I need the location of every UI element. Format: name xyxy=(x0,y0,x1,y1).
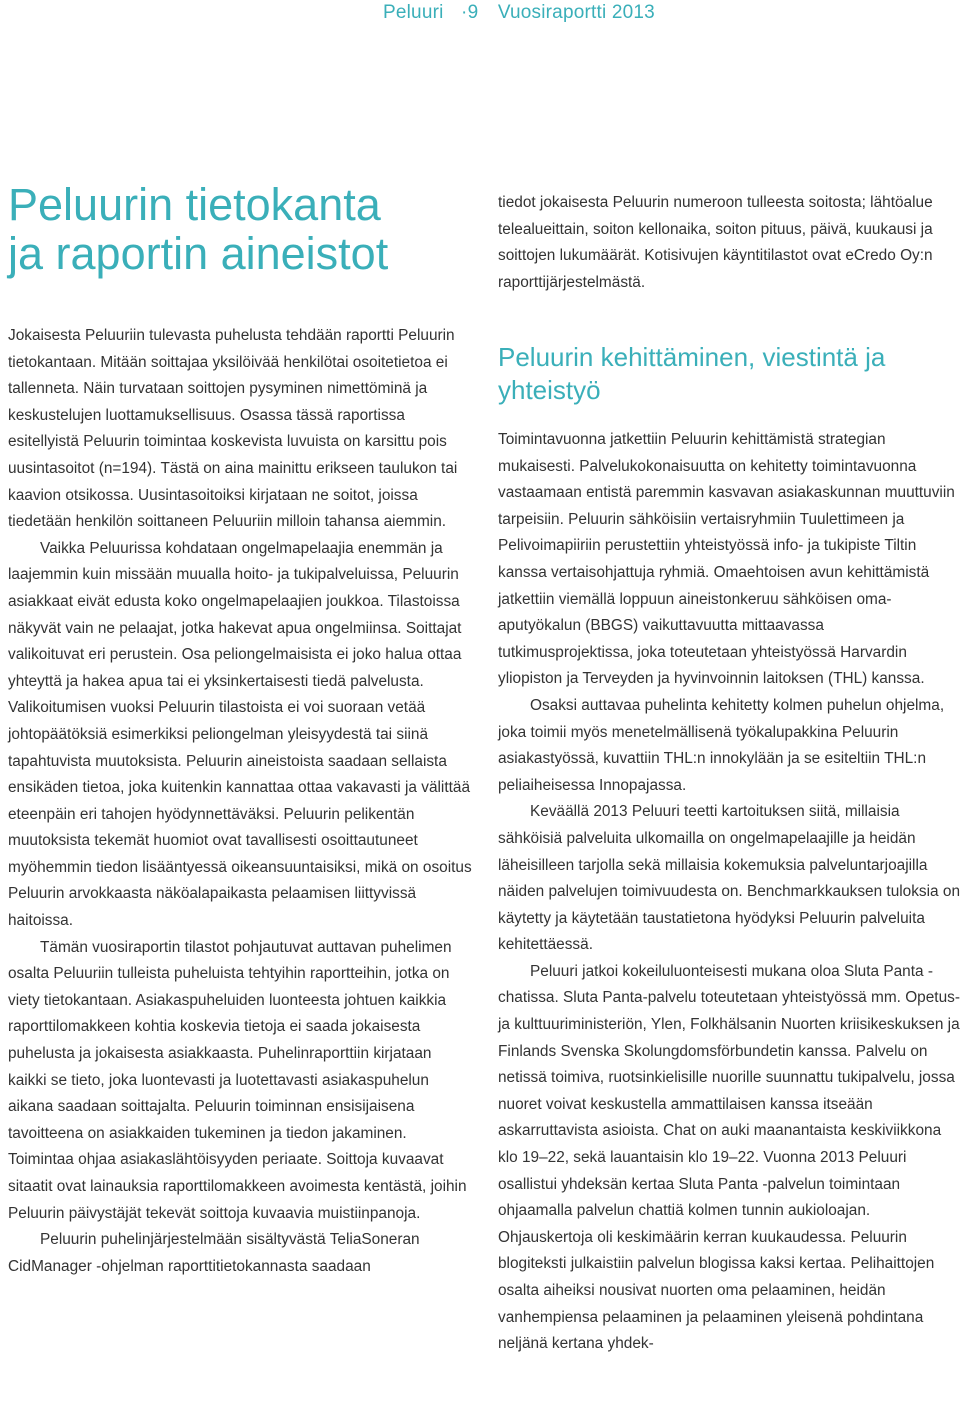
left-paragraph-4: Peluurin puhelinjärjestelmään sisältyvästä TeliaSoneran CidManager -ohjelman raporttitietokannasta saadaan xyxy=(8,1231,420,1275)
right-column-continuation xyxy=(498,190,960,296)
page-title-line-1: Peluurin tietokanta xyxy=(8,179,381,230)
section-heading: Peluurin kehittäminen, viestintä ja yhteistyö xyxy=(498,342,886,405)
header-publication: Peluuri xyxy=(383,2,444,23)
header-page-number: 9 xyxy=(467,2,479,23)
right-continuation-paragraph: tiedot jokaisesta Peluurin numeroon tulleesta soitosta; lähtöalue telealueittain, soiton kellonaika, soiton pituus, päivä, kuukausi ja soittojen lukumäärät. Kotisivujen käyntitilastot ovat eCredo Oy:n raporttijärjestelmästä. xyxy=(498,194,933,291)
left-paragraph-2: Vaikka Peluurissa kohdataan ongelmapelaajia enemmän ja laajemmin kuin missään muualla hoito- ja tukipalveluissa, Peluurin asiakkaat eivät edusta koko ongelmapelaajien joukkoa. Tilastoissa näkyvät vain ne pelaajat, jotka hakevat apua ongelmiinsa. Soittajat valikoituvat eri perustein. Osa peliongelmaisista ei joko halua ottaa yhteyttä ja hakea apua tai ei yksinkertaisesti tiedä palvelusta. Valikoitumisen vuoksi Peluurin tilastoista ei voi suoraan vetää johtopäätöksiä esimerkiksi peliongelman yleisyydestä tai siinä tapahtuvista muutoksista. Peluurin aineistoista saadaan sellaista ensikäden tietoa, joka kuitenkin kannattaa ottaa vakavasti ja välittää eteenpäin eri tahojen hyödynnettäväksi. Peluurin pelikentän muutoksista tekemät huomiot ovat tavallisesti osoittautuneet myöhemmin tiedon lisääntyessä oikeansuuntaisiksi, mikä on osoitus Peluurin arvokkaasta näköalapaikasta pelaamisen liittyvissä haitoissa. xyxy=(8,539,472,930)
left-paragraph-1: Jokaisesta Peluuriin tulevasta puhelusta tehdään raportti Peluurin tietokantaan. Mitään soittajaa yksilöivää henkilötai osoitetietoa ei tallenneta. Näin turvataan soittojen pysyminen nimettöminä ja keskustelujen luottamuksellisuus. Osassa tässä raportissa esitellyistä Peluurin toimintaa koskevista luvuista on karsittu pois uusintasoitot (n=194). Tästä on aina mainittu erikseen taulukon tai kaavion otsikossa. Uusintasoitoiksi kirjataan ne soitot, joissa tiedetään henkilön soittaneen Peluuriin milloin tahansa aiemmin. xyxy=(8,327,458,531)
running-header xyxy=(383,2,655,24)
page-title xyxy=(8,180,388,278)
header-report-title: Vuosiraportti 2013 xyxy=(497,2,655,23)
right-paragraph-2: Osaksi auttavaa puhelinta kehitetty kolmen puhelun ohjelma, joka toimii myös menetelmällisenä työkalupakkina Peluurin asiakastyössä, kuvattiin THL:n innokylään ja se esiteltiin THL:n peliaiheisessa Innopajassa. xyxy=(498,696,945,794)
right-column xyxy=(498,427,960,1358)
left-paragraph-3: Tämän vuosiraportin tilastot pohjautuvat auttavan puhelimen osalta Peluuriin tulleista puheluista tehtyihin raportteihin, jotka on viety tietokantaan. Asiakaspuheluiden luonteesta johtuen kaikkia raporttilomakkeen kohtia koskevia tietoja ei saada jokaisesta puhelusta ja jokaisesta asiakkaasta. Puhelinraporttiin kirjataan kaikki se tieto, joka luontevasti ja luotettavasti asiakaspuhelun aikana saadaan soittajalta. Peluurin toiminnan ensisijaisena tavoitteena on asiakkaiden tukeminen ja tiedon jakaminen. Toimintaa ohjaa asiakaslähtöisyyden periaate. Soittoja kuvaavat sitaatit ovat lainauksia raporttilomakkeen avoimesta kentästä, joihin Peluurin päivystäjät tekevät soittoja kuvaavia muistiinpanoja. xyxy=(8,938,467,1222)
right-paragraph-4: Peluuri jatkoi kokeiluluonteisesti mukana oloa Sluta Panta -chatissa. Sluta Panta-palvelu toteutetaan yhteistyössä mm. Opetus- ja kulttuuriministeriön, Ylen, Folkhälsanin Nuorten kriisikeskuksen ja Finlands Svenska Skolungdomsförbundetin kanssa. Palvelu on netissä toimiva, ruotsinkielisille nuorille suunnattu tukipalvelu, jossa nuoret voivat keskustella ammattilaisen kanssa itseään askarruttavista asioista. Chat on auki maanantaista keskiviikkona klo 19–22, sekä lauantaisin klo 19–22. Vuonna 2013 Peluuri osallistui yhdeksän kertaa Sluta Panta -palvelun toimintaan ohjaamalla palvelun chattiä kolmen tunnin aukioloajan. Ohjauskertoja oli keskimäärin kerran kuukaudessa. Peluurin blogiteksti julkaistiin palvelun blogissa kaksi kertaa. Pelihaittojen osalta aiheiksi nousivat nuorten oma pelaaminen, heidän vanhempiensa pelaaminen ja pelaaminen yleisenä pohdintana neljänä kertana yhdek- xyxy=(498,962,960,1353)
header-separator: ·9 xyxy=(461,2,479,23)
right-paragraph-1: Toimintavuonna jatkettiin Peluurin kehittämistä strategian mukaisesti. Palvelukokonaisuutta on kehitetty toimintavuonna vastaamaan entistä paremmin kasvavan asiakaskunnan muuttuviin tarpeisiin. Peluurin sähköisiin vertaisryhmiin Tuulettimeen ja Pelivoimapiiriin perustettiin yhteistyössä info- ja tukipiste Tiltin kanssa vertaisohjattuja ryhmiä. Omaehtoisen avun kehittämistä jatkettiin viemällä loppuun aineistonkeruu sähköisen oma-aputyökalun (BBGS) vaikuttavuutta mittaavassa tutkimusprojektissa, joka toteutetaan yhteistyössä Harvardin yliopiston ja Terveyden ja hyvinvoinnin laitoksen (THL) kanssa. xyxy=(498,431,955,688)
page-title-line-2: ja raportin aineistot xyxy=(8,228,389,279)
left-column xyxy=(8,323,473,1280)
right-paragraph-3: Keväällä 2013 Peluuri teetti kartoituksen siitä, millaisia sähköisiä palveluita ulkomailla on ongelmapelaajille ja heidän läheisilleen tarjolla sekä millaisia kokemuksia palveluntarjoajilla näiden palvelujen toimivuudesta on. Benchmarkkauksen tuloksia on käytetty ja käytetään taustatietona hyödyksi Peluurin palveluita kehitettäessä. xyxy=(498,803,960,954)
